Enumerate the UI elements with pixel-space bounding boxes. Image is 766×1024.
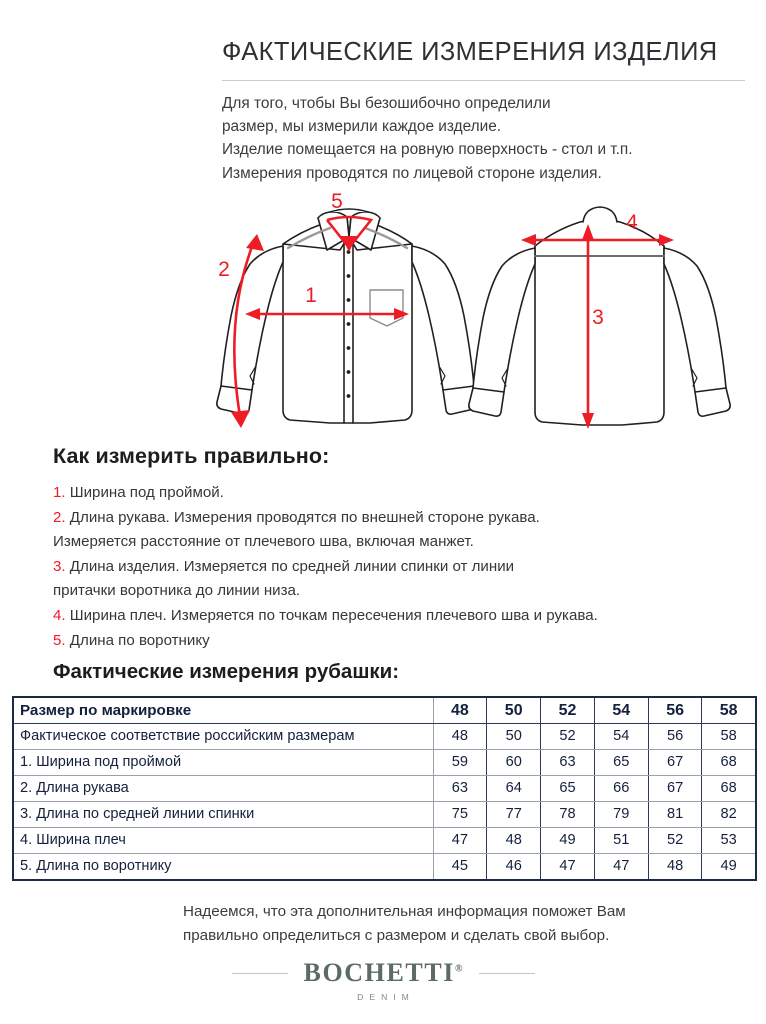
table-header-size: 54: [594, 697, 648, 724]
row-value: 67: [648, 750, 702, 776]
row-value: 48: [487, 828, 541, 854]
row-label: 2. Длина рукава: [13, 776, 433, 802]
table-row: [13, 776, 756, 802]
howto-item-text: Длина изделия. Измеряется по средней линии спинки от линии: [69, 557, 515, 575]
row-value: 60: [487, 750, 541, 776]
row-value: 65: [541, 776, 595, 802]
table-row: [13, 750, 756, 776]
row-value: 48: [433, 724, 487, 750]
brand-rule-left: [232, 973, 288, 974]
brand-logo: [0, 958, 766, 1002]
howto-item-1: [53, 481, 759, 506]
row-value: 79: [594, 802, 648, 828]
howto-item-3-cont: притачки воротника до линии низа.: [53, 582, 301, 600]
row-value: 47: [594, 854, 648, 881]
table-row: [13, 802, 756, 828]
row-value: 48: [648, 854, 702, 881]
row-value: 66: [594, 776, 648, 802]
brand-row: [0, 958, 766, 988]
table-header-size: 58: [702, 697, 756, 724]
brand-subtitle: DENIM: [357, 992, 415, 1002]
table-row: [13, 724, 756, 750]
howto-item-number: 3.: [53, 557, 66, 575]
table-heading: Фактические измерения рубашки:: [53, 660, 400, 683]
howto-item-4: [53, 604, 759, 629]
howto-item-text: Длина по воротнику: [69, 631, 210, 649]
howto-item-2: [53, 506, 759, 531]
row-value: 47: [541, 854, 595, 881]
row-value: 77: [487, 802, 541, 828]
table-header-size: 52: [541, 697, 595, 724]
row-value: 78: [541, 802, 595, 828]
howto-list: [53, 481, 759, 653]
table-header-row: [13, 697, 756, 724]
footer-note-line: правильно определиться с размером и сделать свой выбор.: [183, 926, 610, 944]
row-value: 68: [702, 750, 756, 776]
marker-5: 5: [331, 190, 343, 213]
marker-1: 1: [305, 284, 317, 307]
intro-line: размер, мы измерили каждое изделие.: [222, 118, 502, 136]
row-value: 56: [648, 724, 702, 750]
row-label: Фактическое соответствие российским размерам: [13, 724, 433, 750]
row-value: 58: [702, 724, 756, 750]
howto-item-number: 4.: [53, 606, 66, 624]
row-label: 3. Длина по средней линии спинки: [13, 802, 433, 828]
row-label: 4. Ширина плеч: [13, 828, 433, 854]
table-row: [13, 854, 756, 881]
row-value: 65: [594, 750, 648, 776]
howto-item-text: Длина рукава. Измерения проводятся по внешней стороне рукава.: [69, 508, 540, 526]
marker-3: 3: [592, 306, 604, 329]
row-value: 82: [702, 802, 756, 828]
shirt-measurement-diagram: [0, 190, 766, 440]
marker-2: 2: [218, 258, 230, 281]
table-header-size: 48: [433, 697, 487, 724]
row-value: 51: [594, 828, 648, 854]
row-value: 54: [594, 724, 648, 750]
row-value: 52: [648, 828, 702, 854]
row-value: 47: [433, 828, 487, 854]
brand-rule-right: [479, 973, 535, 974]
table-header-label: Размер по маркировке: [13, 697, 433, 724]
page-title: ФАКТИЧЕСКИЕ ИЗМЕРЕНИЯ ИЗДЕЛИЯ: [222, 38, 718, 66]
row-value: 49: [541, 828, 595, 854]
intro-line: Для того, чтобы Вы безошибочно определили: [222, 95, 551, 112]
howto-item-5: [53, 629, 759, 654]
row-value: 63: [433, 776, 487, 802]
intro-line: Измерения проводятся по лицевой стороне изделия.: [222, 164, 602, 182]
marker-4: 4: [626, 211, 638, 234]
title-divider: [222, 80, 745, 81]
footer-note: [183, 900, 703, 947]
howto-item-number: 5.: [53, 631, 66, 649]
brand-name: [304, 958, 463, 988]
size-measurements-table: [12, 696, 757, 881]
table-header-size: 50: [487, 697, 541, 724]
row-value: 75: [433, 802, 487, 828]
row-value: 52: [541, 724, 595, 750]
howto-heading: Как измерить правильно:: [53, 444, 330, 468]
intro-paragraph: [222, 92, 762, 185]
howto-item-2-cont: Измеряется расстояние от плечевого шва, включая манжет.: [53, 533, 474, 551]
row-value: 50: [487, 724, 541, 750]
row-value: 64: [487, 776, 541, 802]
row-value: 45: [433, 854, 487, 881]
table-row: [13, 828, 756, 854]
howto-item-text: Ширина плеч. Измеряется по точкам пересечения плечевого шва и рукава.: [69, 606, 598, 624]
row-value: 53: [702, 828, 756, 854]
row-value: 49: [702, 854, 756, 881]
row-label: 1. Ширина под проймой: [13, 750, 433, 776]
row-value: 81: [648, 802, 702, 828]
row-value: 46: [487, 854, 541, 881]
brand-name-text: BOCHETTI: [303, 958, 456, 987]
howto-item-3: [53, 555, 759, 580]
row-label: 5. Длина по воротнику: [13, 854, 433, 881]
row-value: 67: [648, 776, 702, 802]
howto-item-number: 2.: [53, 508, 66, 526]
table-header-size: 56: [648, 697, 702, 724]
intro-line: Изделие помещается на ровную поверхность - стол и т.п.: [222, 141, 633, 159]
howto-item-number: 1.: [53, 484, 66, 501]
row-value: 59: [433, 750, 487, 776]
row-value: 68: [702, 776, 756, 802]
registered-trademark-icon: ®: [455, 963, 463, 975]
row-value: 63: [541, 750, 595, 776]
footer-note-line: Надеемся, что эта дополнительная информация поможет Вам: [183, 903, 626, 920]
howto-item-text: Ширина под проймой.: [69, 484, 224, 501]
